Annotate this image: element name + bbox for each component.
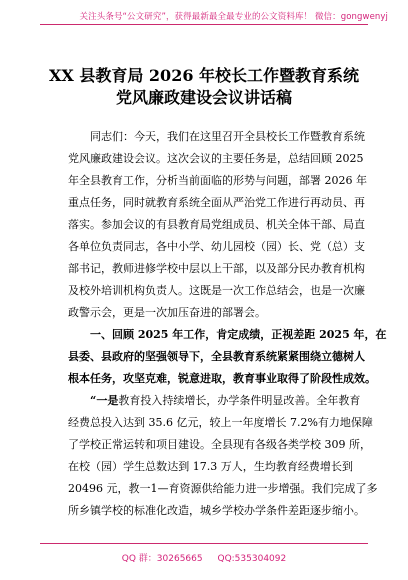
footer-qq-group: QQ 群：30265665 xyxy=(121,554,203,564)
document-body xyxy=(68,126,387,522)
paragraph-1-line: 各单位负责同志，各中小学、幼儿园校（园）长、党（总）支 xyxy=(68,240,365,253)
header-divider xyxy=(40,24,368,25)
document-title-line-1: XX 县教育局 2026 年校长工作暨教育系统 xyxy=(48,66,360,85)
paragraph-2-line: 了学校正常运转和项目建设。全县现有各级各类学校 309 所， xyxy=(68,438,371,451)
paragraph-1-line: 落实。参加会议的有县教育局党组成员、机关全体干部、局直 xyxy=(68,218,365,231)
paragraph-2-lead: “一是 xyxy=(90,394,119,407)
paragraph-1-line: 同志们：今天，我们在这里召开全县校长工作暨教育系统 xyxy=(90,130,365,143)
section-heading-line: 一、回顾 2025 年工作，肯定成绩，正视差距 2025 年，在 xyxy=(90,328,387,341)
paragraph-2-line: 在校（园）学生总数达到 17.3 万人，生均教育经费增长到 xyxy=(68,460,353,473)
paragraph-1-line: 党风廉政建设会议。这次会议的主要任务是，总结回顾 2025 xyxy=(68,152,364,165)
paragraph-1-line: 年全县教育工作，分析当前面临的形势与问题，部署 2026 年 xyxy=(68,174,367,187)
paragraph-1-line: 部书记，教师进修学校中层以上干部，以及部分民办教育机构 xyxy=(68,262,365,275)
footer-divider xyxy=(40,543,368,544)
paragraph-1-line: 政警示会，更是一次加压奋进的部署会。 xyxy=(68,306,266,319)
paragraph-1-line: 及校外培训机构负责人。这既是一次工作总结会，也是一次廉 xyxy=(68,284,365,297)
paragraph-2-text: 教育投入持续增长，办学条件明显改善。全年教育 xyxy=(118,394,361,407)
paragraph-2-line: 20496 元，教一1—育资源供给能力进一步增强。我们完成了多 xyxy=(68,482,378,495)
paragraph-2-line: 所乡镇学校的标准化改造，城乡学校办学条件差距逐步缩小。 xyxy=(68,504,365,517)
paragraph-2-line: 经费总投入达到 35.6 亿元，较上一年度增长 7.2%有力地保障 xyxy=(68,416,373,429)
footer xyxy=(0,551,408,564)
header-banner: 关注头条号“公文研究”，获得最新最全最专业的公文资料库！ 微信：gongwenyj xyxy=(79,12,388,22)
paragraph-1-line: 重点任务，同时就教育系统全面从严治党工作进行再动员、再 xyxy=(68,196,365,209)
paragraph-2-line xyxy=(68,390,361,412)
footer-qq-contact: QQ:535304092 xyxy=(217,554,287,564)
document-title-line-2: 党风廉政建设会议讲话稿 xyxy=(115,88,292,107)
section-heading-line: 根本任务，攻坚克难，锐意进取，教育事业取得了阶段性成效。 xyxy=(68,372,376,385)
section-heading-line: 县委、县政府的坚强领导下，全县教育系统紧紧围绕立德树人 xyxy=(68,350,365,363)
